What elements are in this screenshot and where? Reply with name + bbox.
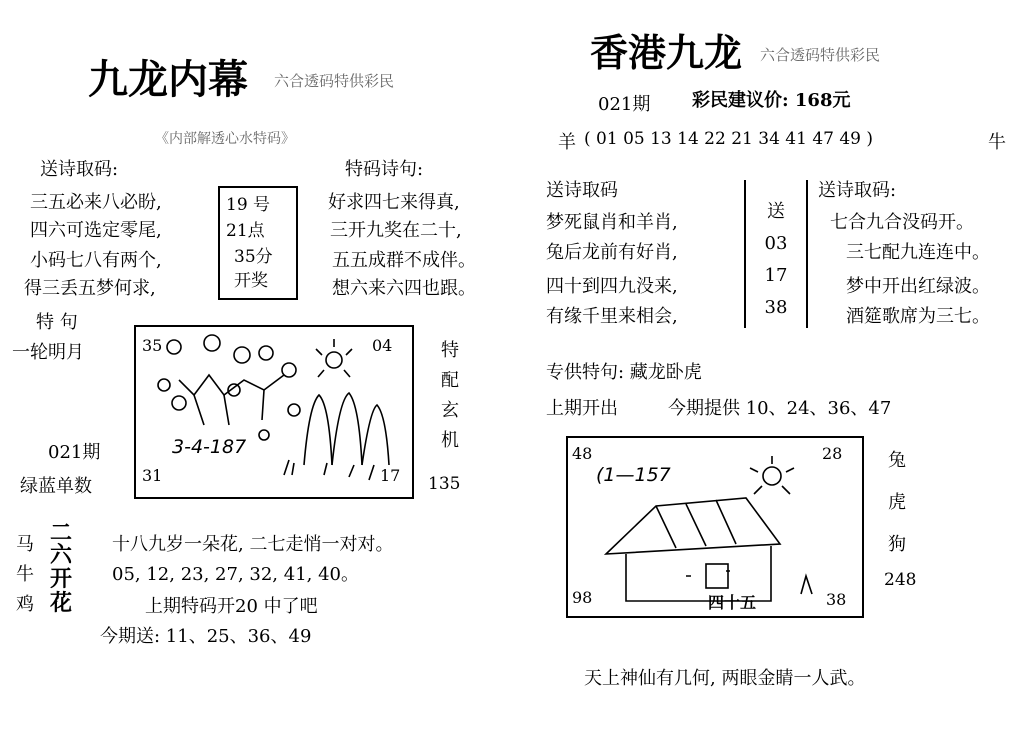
left-vertical-text	[438, 336, 462, 456]
pic-num-bottom-left: 31	[142, 466, 163, 485]
left-title: 九龙内幕	[88, 56, 248, 103]
animal-label: 牛	[16, 564, 34, 585]
animal-char: 兔	[888, 450, 906, 471]
vertical-char: 配	[441, 370, 459, 391]
right-issue: 021期	[598, 94, 651, 115]
big-char: 开	[50, 566, 73, 592]
send-box-line: 送	[767, 201, 785, 222]
right-special: 专供特句: 藏龙卧虎	[546, 362, 702, 383]
big-char: 六	[50, 542, 73, 568]
send-box-line: 17	[764, 265, 788, 286]
big-char: 花	[50, 590, 73, 616]
draw-box-line: 35分	[234, 247, 273, 267]
big-char: 二	[50, 520, 73, 546]
numbers-row: ( 01 05 13 14 22 21 34 41 47 49 )	[584, 129, 874, 149]
send-box-content	[744, 196, 808, 324]
right-poem-line: 兔后龙前有好肖,	[546, 242, 678, 263]
pic-num-top-right: 28	[822, 444, 843, 463]
pic-num-top-left: 35	[142, 336, 163, 355]
num-135: 135	[428, 474, 461, 494]
left-poem-line: 小码七八有两个,	[30, 250, 162, 271]
animal-char: 狗	[888, 534, 906, 555]
pic-num-bottom-right: 38	[826, 590, 847, 609]
left-last-issue: 上期特码开20 中了吧	[145, 596, 318, 617]
house-text: 四十五	[708, 593, 757, 612]
left-picture-drawing	[134, 325, 410, 495]
right-last-issue: 上期开出	[546, 398, 618, 419]
left-poem-header: 送诗取码:	[40, 159, 119, 180]
left-issue: 021期	[48, 442, 101, 463]
te-ju-label: 特 句	[36, 312, 78, 333]
pic-num-top-right: 04	[372, 336, 393, 355]
right-poem-right-header: 送诗取码:	[818, 180, 897, 201]
pic-num-top-left: 48	[572, 444, 593, 463]
right-footer: 天上神仙有几何, 两眼金睛一人武。	[584, 668, 866, 689]
send-box-line: 03	[764, 233, 788, 254]
right-poem-right-line: 七合九合没码开。	[830, 212, 974, 233]
pic-num-bottom-left: 98	[572, 588, 593, 607]
yang-label: 羊	[558, 132, 576, 153]
left-subtitle: 六合透码特供彩民	[274, 72, 395, 90]
right-poem-right-line: 三七配九连连中。	[846, 242, 990, 263]
left-poem-line: 三五必来八必盼,	[30, 192, 162, 213]
right-poem-line: 三开九奖在二十,	[330, 220, 462, 241]
vertical-char: 特	[441, 340, 459, 361]
right-poem-line: 梦死鼠肖和羊肖,	[546, 212, 678, 233]
right-title: 香港九龙	[590, 30, 743, 75]
vertical-char: 机	[441, 430, 459, 451]
right-poem-line: 想六来六四也跟。	[332, 278, 476, 299]
pic-formula: (1—157	[596, 464, 671, 486]
left-bottom-poem: 十八九岁一朵花, 二七走悄一对对。	[112, 534, 394, 555]
animal-label: 鸡	[16, 594, 34, 615]
niu-label: 牛	[988, 132, 1006, 153]
right-poem-line: 好求四七来得真,	[328, 192, 460, 213]
right-poem-line: 有缘千里来相会,	[546, 306, 678, 327]
te-ju-text: 一轮明月	[12, 342, 84, 363]
animal-char: 虎	[888, 492, 906, 513]
left-poem-line: 四六可选定零尾,	[30, 220, 162, 241]
lv-lan-label: 绿蓝单数	[20, 476, 92, 497]
right-poem-line: 四十到四九没来,	[546, 276, 678, 297]
right-subtitle: 六合透码特供彩民	[760, 46, 881, 64]
right-poem-line: 五五成群不成伴。	[332, 250, 476, 271]
pic-formula: 3-4-187	[172, 436, 247, 458]
left-this-issue: 今期送: 11、25、36、49	[100, 626, 312, 647]
draw-box-line: 21点	[226, 221, 265, 241]
vertical-char: 玄	[441, 400, 459, 421]
send-box-line: 38	[764, 297, 788, 318]
left-poem-right-header: 特码诗句:	[345, 159, 424, 180]
right-poem-right-line: 梦中开出红绿波。	[846, 276, 990, 297]
right-this-issue: 今期提供 10、24、36、47	[668, 398, 892, 419]
pic-num-bottom-right: 17	[380, 466, 401, 485]
num-248: 248	[884, 570, 917, 590]
right-poem-right-line: 酒筵歌席为三七。	[846, 306, 990, 327]
draw-box-line: 开奖	[234, 271, 268, 291]
animal-label: 马	[16, 534, 34, 555]
right-poem-header: 送诗取码	[546, 180, 618, 201]
left-bottom-numbers: 05, 12, 23, 27, 32, 41, 40。	[112, 564, 359, 585]
draw-box-line: 19 号	[226, 195, 271, 215]
right-animals-vertical	[884, 440, 910, 566]
left-poem-line: 得三丢五梦何求,	[24, 278, 156, 299]
left-note: 《内部解透心水特码》	[155, 131, 295, 147]
right-picture-drawing	[566, 436, 860, 614]
right-price: 彩民建议价: 168元	[692, 90, 851, 111]
